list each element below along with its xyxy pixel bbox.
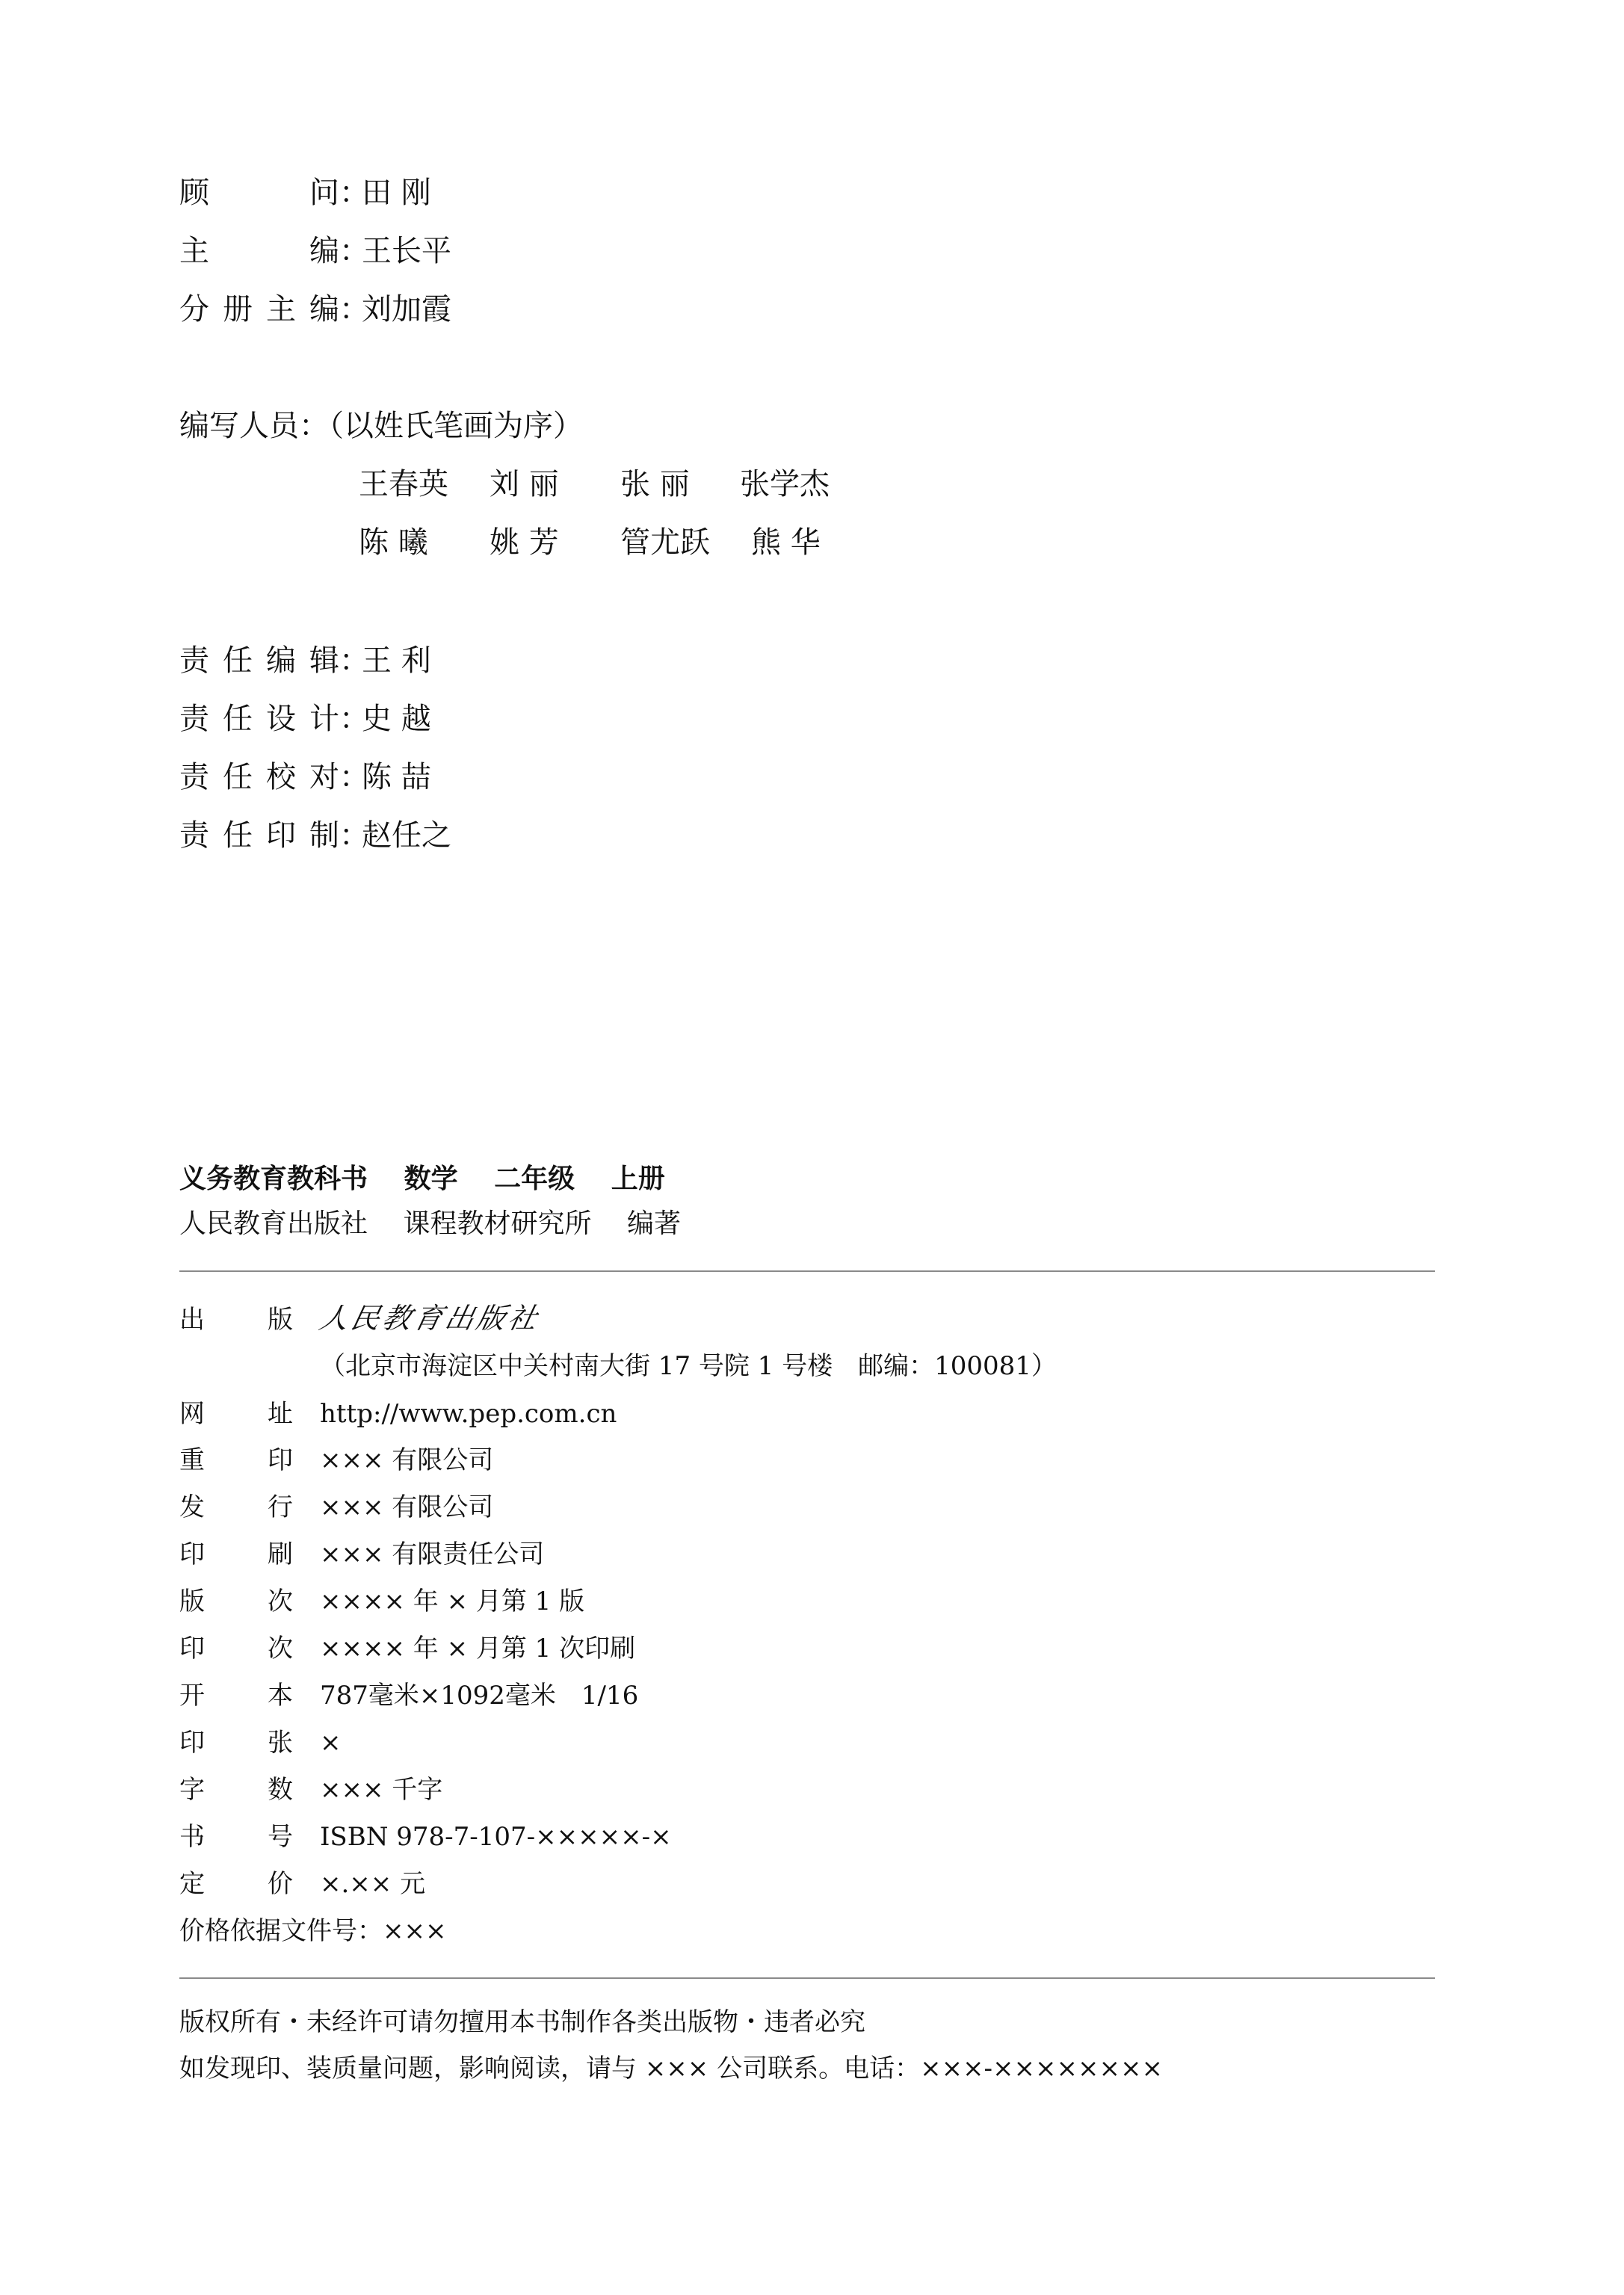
publisher-logo: 人民教育出版社 bbox=[316, 1302, 543, 1335]
pub-row-publisher bbox=[179, 1300, 543, 1338]
credit-label: 主编 bbox=[179, 234, 339, 268]
pub-row-sheets bbox=[179, 1725, 342, 1761]
pub-label: 版次 bbox=[179, 1587, 293, 1616]
credit-label: 顾问 bbox=[179, 176, 339, 210]
pub-value: 787毫米×1092毫米 1/16 bbox=[320, 1681, 639, 1711]
price-basis: 价格依据文件号：××× bbox=[179, 1916, 447, 1946]
colon: ： bbox=[339, 643, 369, 678]
pub-value: ××× 有限责任公司 bbox=[320, 1539, 545, 1569]
pub-row-website bbox=[179, 1396, 617, 1432]
credit-value: 王长平 bbox=[362, 234, 451, 268]
book-title-subject: 数学 bbox=[404, 1164, 458, 1194]
pub-value: ×××× 年 × 月第 1 版 bbox=[320, 1587, 585, 1616]
pub-label: 印刷 bbox=[179, 1539, 293, 1569]
writer-name: 王春英 bbox=[359, 467, 448, 501]
responsible-editor bbox=[179, 640, 431, 682]
writer-name: 陈 曦 bbox=[359, 525, 428, 560]
pub-value: http://www.pep.com.cn bbox=[320, 1399, 617, 1429]
writer-name: 张学杰 bbox=[740, 467, 830, 501]
credit-value: 田 刚 bbox=[362, 176, 431, 210]
credit-chief-editor bbox=[179, 230, 451, 272]
book-editor-publisher: 人民教育出版社 bbox=[179, 1208, 368, 1239]
pub-row-price bbox=[179, 1866, 425, 1902]
responsible-label: 责任设计 bbox=[179, 702, 339, 736]
book-title bbox=[179, 1160, 692, 1199]
pub-row-isbn bbox=[179, 1819, 672, 1855]
pub-label: 书号 bbox=[179, 1822, 293, 1852]
book-title-series: 义务教育教科书 bbox=[179, 1164, 368, 1194]
pub-label: 字数 bbox=[179, 1775, 293, 1805]
writers-label: 编写人员：（以姓氏笔画为序） bbox=[179, 409, 583, 443]
credit-advisor bbox=[179, 172, 431, 214]
publisher-address: （北京市海淀区中关村南大街 17 号院 1 号楼 邮编：100081） bbox=[320, 1351, 1057, 1381]
writer-name: 熊 华 bbox=[751, 525, 821, 560]
colon: ： bbox=[339, 176, 369, 210]
pub-row-edition bbox=[179, 1584, 584, 1619]
book-editor bbox=[179, 1205, 708, 1244]
writers-heading bbox=[179, 405, 583, 447]
responsible-value: 王 利 bbox=[362, 643, 431, 678]
colon: ： bbox=[339, 292, 369, 327]
credit-volume-editor bbox=[179, 288, 451, 330]
writer-name: 管尤跃 bbox=[620, 525, 710, 560]
pub-value: ×.×× 元 bbox=[320, 1869, 426, 1899]
responsible-design bbox=[179, 698, 431, 740]
pub-label: 网址 bbox=[179, 1399, 293, 1429]
responsible-label: 责任校对 bbox=[179, 760, 339, 794]
pub-label: 重印 bbox=[179, 1445, 293, 1475]
pub-row-impression bbox=[179, 1631, 635, 1667]
pub-row-distribution bbox=[179, 1489, 493, 1525]
divider bbox=[179, 1270, 1435, 1272]
book-title-volume: 上册 bbox=[611, 1164, 665, 1194]
pub-row-reprint bbox=[179, 1442, 493, 1478]
pub-value: ×××× 年 × 月第 1 次印刷 bbox=[320, 1634, 636, 1664]
pub-row-format bbox=[179, 1678, 638, 1714]
colon: ： bbox=[339, 818, 369, 853]
writers-row-1 bbox=[359, 463, 830, 505]
responsible-label: 责任印制 bbox=[179, 818, 339, 853]
pub-value: × bbox=[320, 1728, 342, 1758]
book-editor-role: 编著 bbox=[626, 1208, 681, 1239]
pub-label: 印次 bbox=[179, 1634, 293, 1664]
pub-value: ISBN 978-7-107-×××××-× bbox=[320, 1822, 672, 1852]
pub-label: 定价 bbox=[179, 1869, 293, 1899]
copyright-notice: 版权所有・未经许可请勿擅用本书制作各类出版物・违者必究 bbox=[179, 2007, 865, 2037]
divider bbox=[179, 1977, 1435, 1979]
pub-value: ××× 有限公司 bbox=[320, 1492, 494, 1522]
colon: ： bbox=[339, 702, 369, 736]
quality-contact: 如发现印、装质量问题，影响阅读，请与 ××× 公司联系。电话：×××-×××××××× bbox=[179, 2054, 1163, 2084]
pub-value: ××× 有限公司 bbox=[320, 1445, 494, 1475]
pub-label: 出版 bbox=[179, 1305, 293, 1335]
credit-value: 刘加霞 bbox=[362, 292, 451, 327]
pub-label: 印张 bbox=[179, 1728, 293, 1758]
pub-label: 发行 bbox=[179, 1492, 293, 1522]
responsible-value: 陈 喆 bbox=[362, 760, 431, 794]
responsible-print bbox=[179, 815, 451, 856]
credit-label: 分册主编 bbox=[179, 292, 339, 327]
pub-value: ××× 千字 bbox=[320, 1775, 443, 1805]
writers-row-2 bbox=[359, 522, 821, 563]
writer-name: 张 丽 bbox=[620, 467, 690, 501]
responsible-value: 史 越 bbox=[362, 702, 431, 736]
book-editor-institute: 课程教材研究所 bbox=[403, 1208, 592, 1239]
responsible-label: 责任编辑 bbox=[179, 643, 339, 678]
writer-name: 姚 芳 bbox=[490, 525, 559, 560]
pub-label: 开本 bbox=[179, 1681, 293, 1711]
colon: ： bbox=[339, 760, 369, 794]
writer-name: 刘 丽 bbox=[490, 467, 559, 501]
pub-row-word-count bbox=[179, 1772, 442, 1808]
book-title-grade: 二年级 bbox=[494, 1164, 575, 1194]
pub-row-printing bbox=[179, 1536, 544, 1572]
responsible-value: 赵任之 bbox=[362, 818, 451, 853]
responsible-proofread bbox=[179, 756, 431, 798]
colon: ： bbox=[339, 234, 369, 268]
